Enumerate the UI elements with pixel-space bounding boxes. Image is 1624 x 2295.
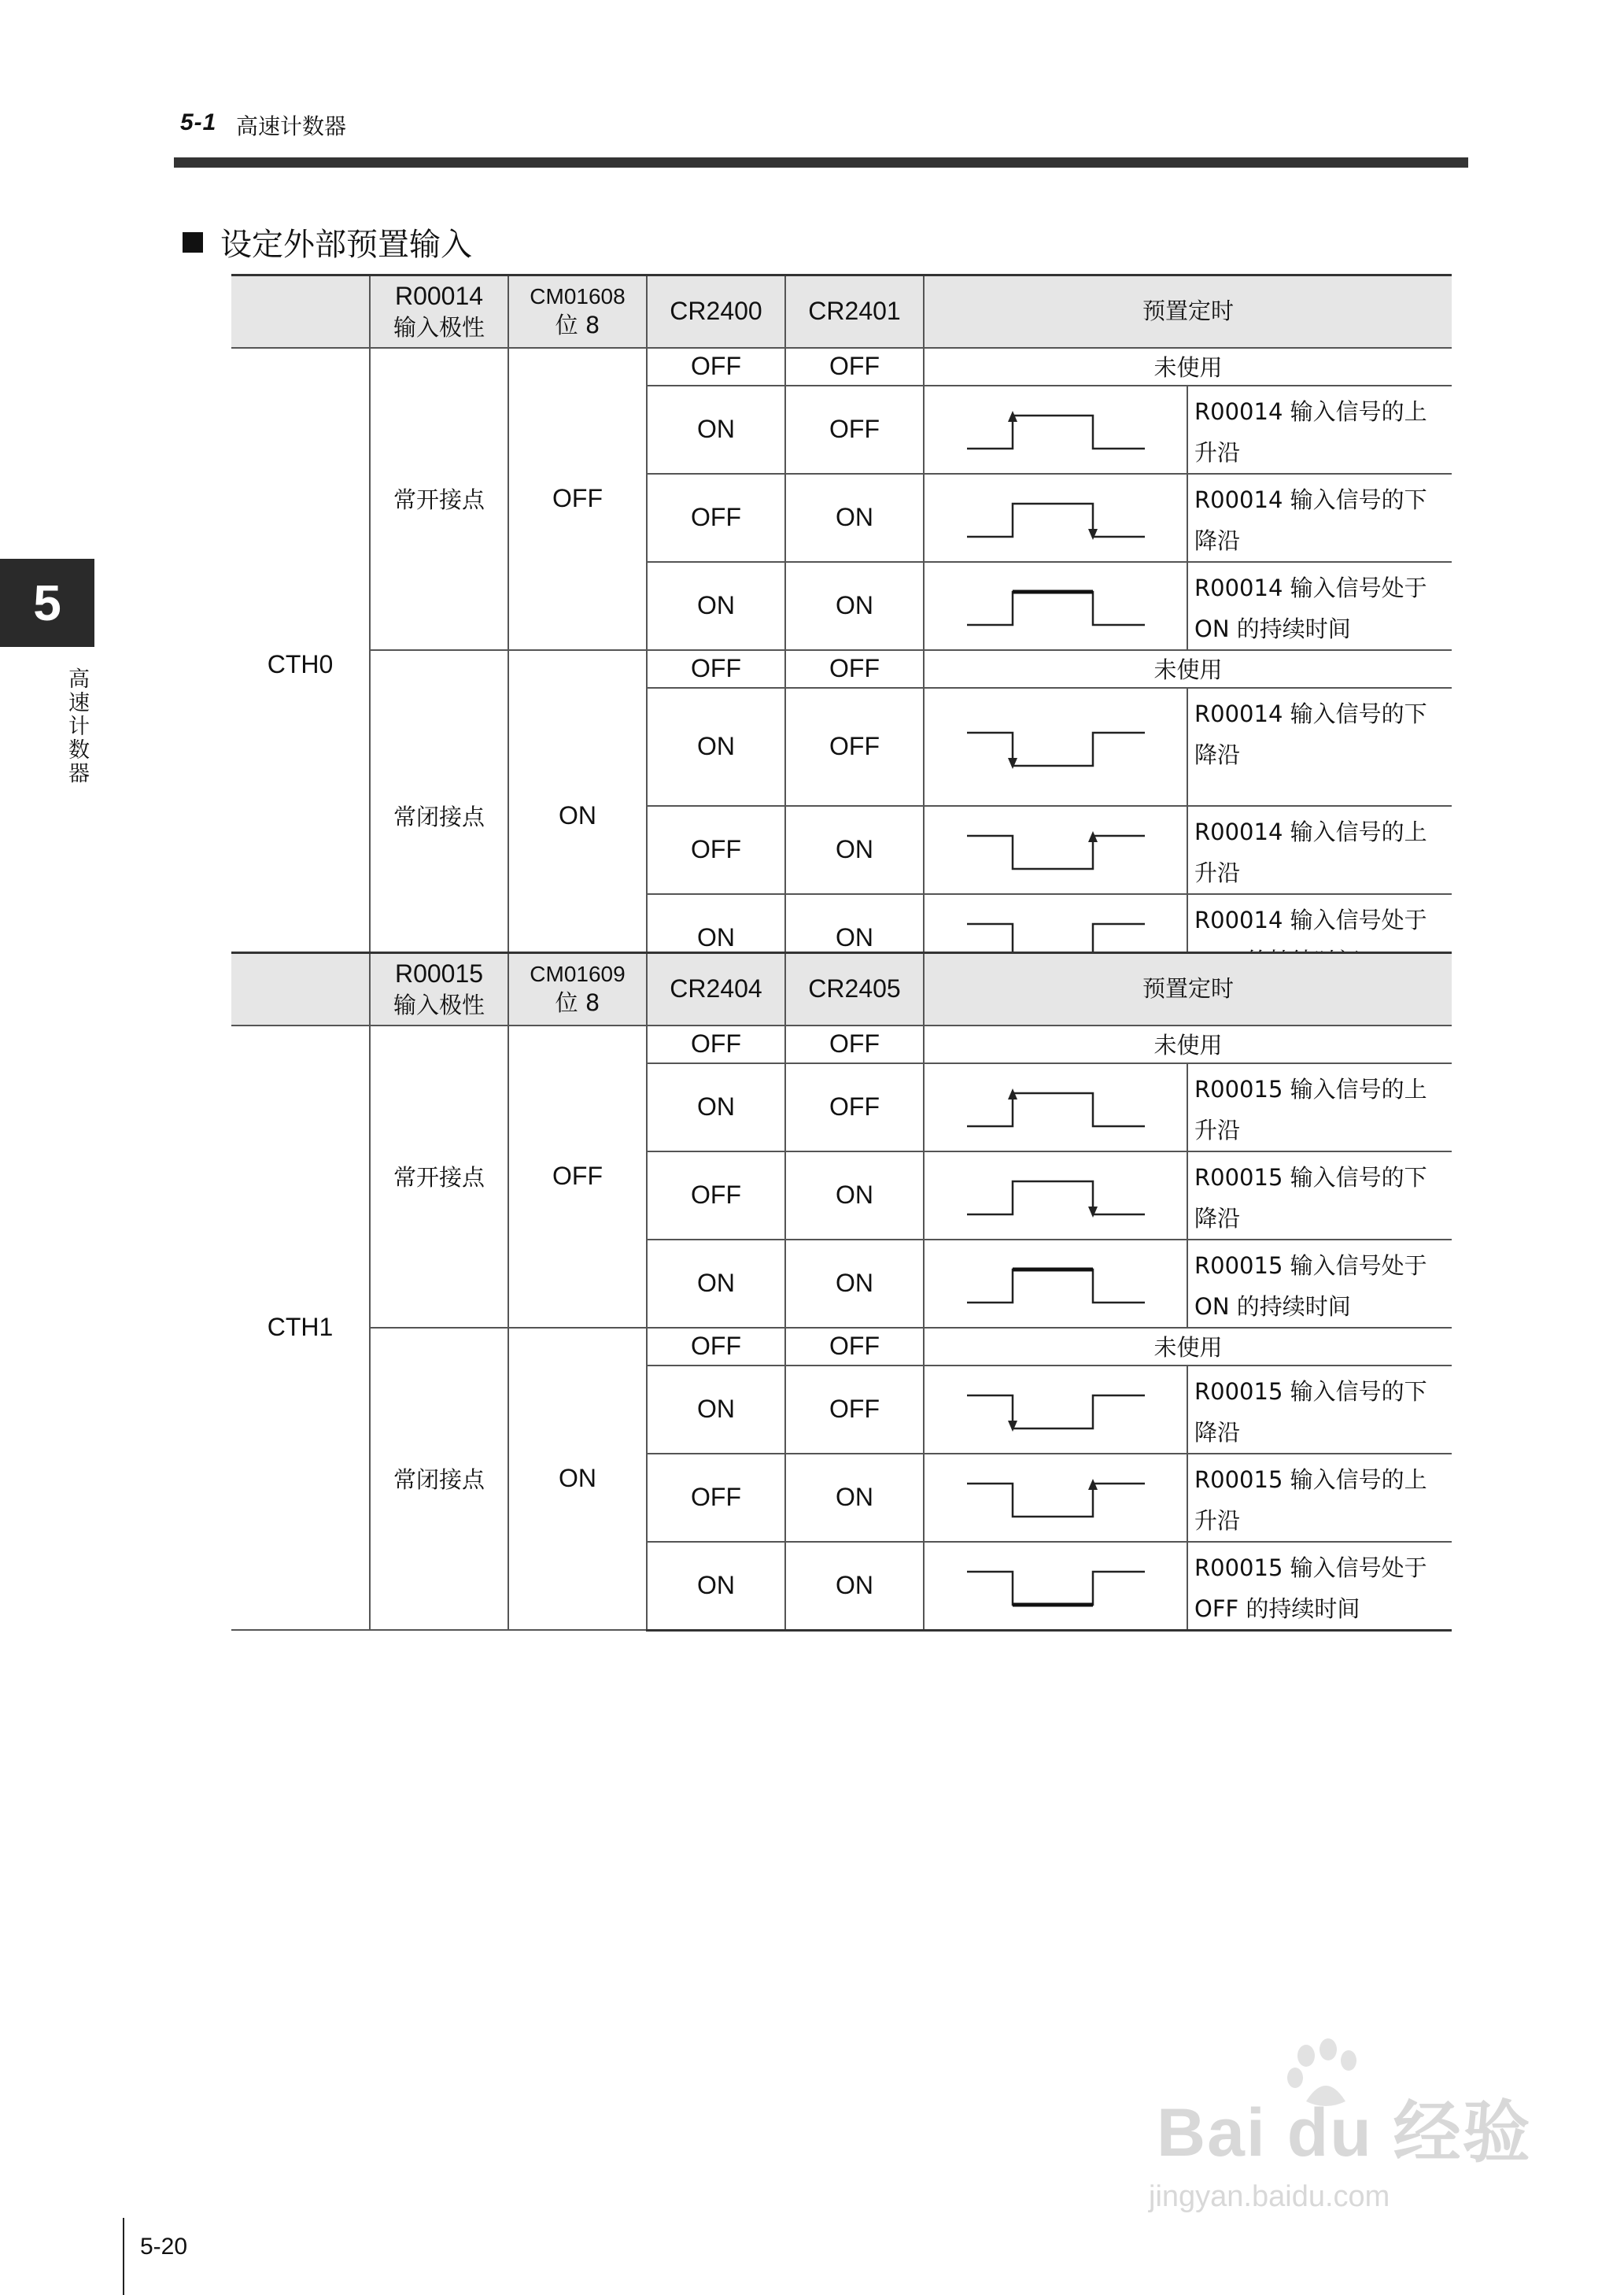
cr-a-cell: ON — [647, 1366, 785, 1454]
cr-a-cell: ON — [647, 688, 785, 806]
no-high-waveform-icon — [959, 568, 1153, 644]
section-heading — [183, 220, 472, 264]
preset-table-1 — [231, 952, 1452, 1632]
cr-b-cell: OFF — [785, 1328, 924, 1366]
header-cr-a: CR2400 — [647, 275, 785, 348]
header-relay: R00015 — [394, 959, 484, 989]
waveform-cell — [924, 806, 1187, 894]
cr-a-cell: ON — [647, 386, 785, 474]
timing-description: R00015 输入信号处于 ON 的持续时间 — [1187, 1240, 1452, 1328]
cr-b-cell: ON — [785, 474, 924, 562]
polarity-cell: 常开接点 — [370, 348, 508, 650]
waveform-cell — [924, 1063, 1187, 1151]
no-fall-waveform-icon — [959, 480, 1153, 556]
cr-b-cell: OFF — [785, 348, 924, 386]
cr-b-cell: OFF — [785, 1366, 924, 1454]
cr-a-cell: OFF — [647, 1328, 785, 1366]
header-cm-bit — [508, 275, 647, 348]
nc-fall-waveform-icon — [959, 1372, 1153, 1447]
nc-low-waveform-icon — [959, 1548, 1153, 1624]
timing-description: R00015 输入信号处于 OFF 的持续时间 — [1187, 1542, 1452, 1631]
bit-cell: OFF — [508, 1026, 647, 1328]
cr-a-cell: OFF — [647, 474, 785, 562]
cr-a-cell: ON — [647, 1063, 785, 1151]
timing-description: R00015 输入信号的上升沿 — [1187, 1454, 1452, 1542]
polarity-cell: 常开接点 — [370, 1026, 508, 1328]
cr-b-cell: ON — [785, 562, 924, 650]
timing-description: R00014 输入信号处于 ON 的持续时间 — [1187, 562, 1452, 650]
header-input-polarity — [370, 953, 508, 1026]
cr-a-cell: OFF — [647, 650, 785, 688]
header-preset-timing: 预置定时 — [924, 275, 1452, 348]
no-high-waveform-icon — [959, 1246, 1153, 1321]
timing-description: R00015 输入信号的下降沿 — [1187, 1151, 1452, 1240]
unused-cell: 未使用 — [924, 650, 1452, 688]
table-row — [231, 348, 1452, 386]
timing-description: R00014 输入信号的上升沿 — [1187, 806, 1452, 894]
cr-a-cell: OFF — [647, 1026, 785, 1063]
header-blank — [231, 953, 370, 1026]
table-row — [231, 1328, 1452, 1366]
header-rule — [174, 157, 1468, 168]
cr-b-cell: ON — [785, 894, 924, 983]
timing-description: R00015 输入信号的上升沿 — [1187, 1063, 1452, 1151]
cr-b-cell: OFF — [785, 1026, 924, 1063]
timing-description: R00014 输入信号的上升沿 — [1187, 386, 1452, 474]
chapter-side-label: 高速计数器 — [65, 667, 89, 785]
waveform-cell — [924, 1454, 1187, 1542]
header-cm: CM01608 — [530, 283, 626, 309]
cr-b-cell: ON — [785, 1151, 924, 1240]
section-heading-text: 设定外部预置输入 — [220, 227, 472, 263]
nc-rise-waveform-icon — [959, 812, 1153, 888]
cr-a-cell: ON — [647, 1240, 785, 1328]
no-rise-waveform-icon — [959, 392, 1153, 468]
header-blank — [231, 275, 370, 348]
nc-rise-waveform-icon — [959, 1460, 1153, 1536]
header-cm-bit — [508, 953, 647, 1026]
no-rise-waveform-icon — [959, 1070, 1153, 1145]
table-row — [231, 1026, 1452, 1063]
header-bit-label: 位 8 — [555, 989, 600, 1017]
header-cm: CM01609 — [530, 961, 626, 986]
cr-b-cell: OFF — [785, 688, 924, 806]
waveform-cell — [924, 1542, 1187, 1631]
cr-b-cell: ON — [785, 1542, 924, 1631]
header-preset-timing: 预置定时 — [924, 953, 1452, 1026]
unused-cell: 未使用 — [924, 1026, 1452, 1063]
page-rule — [123, 2218, 124, 2295]
nc-fall-waveform-icon — [959, 709, 1153, 785]
waveform-cell — [924, 386, 1187, 474]
header-polarity-label: 输入极性 — [393, 991, 485, 1018]
cr-b-cell: OFF — [785, 386, 924, 474]
waveform-cell — [924, 562, 1187, 650]
waveform-cell — [924, 1240, 1187, 1328]
header-cr-b: CR2405 — [785, 953, 924, 1026]
cr-a-cell: OFF — [647, 806, 785, 894]
cr-b-cell: OFF — [785, 650, 924, 688]
channel-cell: CTH1 — [231, 1026, 370, 1631]
timing-description: R00014 输入信号的下降沿 — [1187, 474, 1452, 562]
table-row — [231, 650, 1452, 688]
unused-cell: 未使用 — [924, 348, 1452, 386]
bit-cell: OFF — [508, 348, 647, 650]
cr-b-cell: ON — [785, 806, 924, 894]
cr-a-cell: OFF — [647, 1454, 785, 1542]
bit-cell: ON — [508, 650, 647, 983]
section-title: 高速计数器 — [236, 113, 347, 139]
cr-a-cell: ON — [647, 894, 785, 983]
polarity-cell: 常闭接点 — [370, 650, 508, 983]
square-bullet-icon — [183, 232, 203, 253]
cr-b-cell: OFF — [785, 1063, 924, 1151]
page-number: 5-20 — [140, 2234, 188, 2260]
waveform-cell — [924, 1151, 1187, 1240]
header-relay: R00014 — [394, 282, 484, 311]
header-bit-label: 位 8 — [555, 312, 600, 339]
cr-a-cell: ON — [647, 562, 785, 650]
polarity-cell: 常闭接点 — [370, 1328, 508, 1631]
cr-a-cell: OFF — [647, 348, 785, 386]
waveform-cell — [924, 1366, 1187, 1454]
cr-b-cell: ON — [785, 1454, 924, 1542]
section-number: 5-1 — [180, 109, 217, 135]
timing-description: R00014 输入信号的下降沿 — [1187, 688, 1452, 806]
waveform-cell — [924, 474, 1187, 562]
header-cr-a: CR2404 — [647, 953, 785, 1026]
timing-description: R00014 输入信号处于 — [1187, 894, 1452, 983]
timing-description: R00015 输入信号的下降沿 — [1187, 1366, 1452, 1454]
watermark-brand: Bai du 经验 — [1157, 2095, 1532, 2171]
chapter-tab: 5 — [0, 559, 94, 647]
no-fall-waveform-icon — [959, 1158, 1153, 1233]
preset-table-0 — [231, 274, 1452, 984]
header-cr-b: CR2401 — [785, 275, 924, 348]
header-polarity-label: 输入极性 — [393, 313, 485, 341]
watermark-url: jingyan.baidu.com — [1149, 2180, 1390, 2213]
header-input-polarity — [370, 275, 508, 348]
cr-a-cell: OFF — [647, 1151, 785, 1240]
channel-cell: CTH0 — [231, 348, 370, 983]
waveform-cell — [924, 688, 1187, 806]
bit-cell: ON — [508, 1328, 647, 1631]
cr-a-cell: ON — [647, 1542, 785, 1631]
unused-cell: 未使用 — [924, 1328, 1452, 1366]
cr-b-cell: ON — [785, 1240, 924, 1328]
